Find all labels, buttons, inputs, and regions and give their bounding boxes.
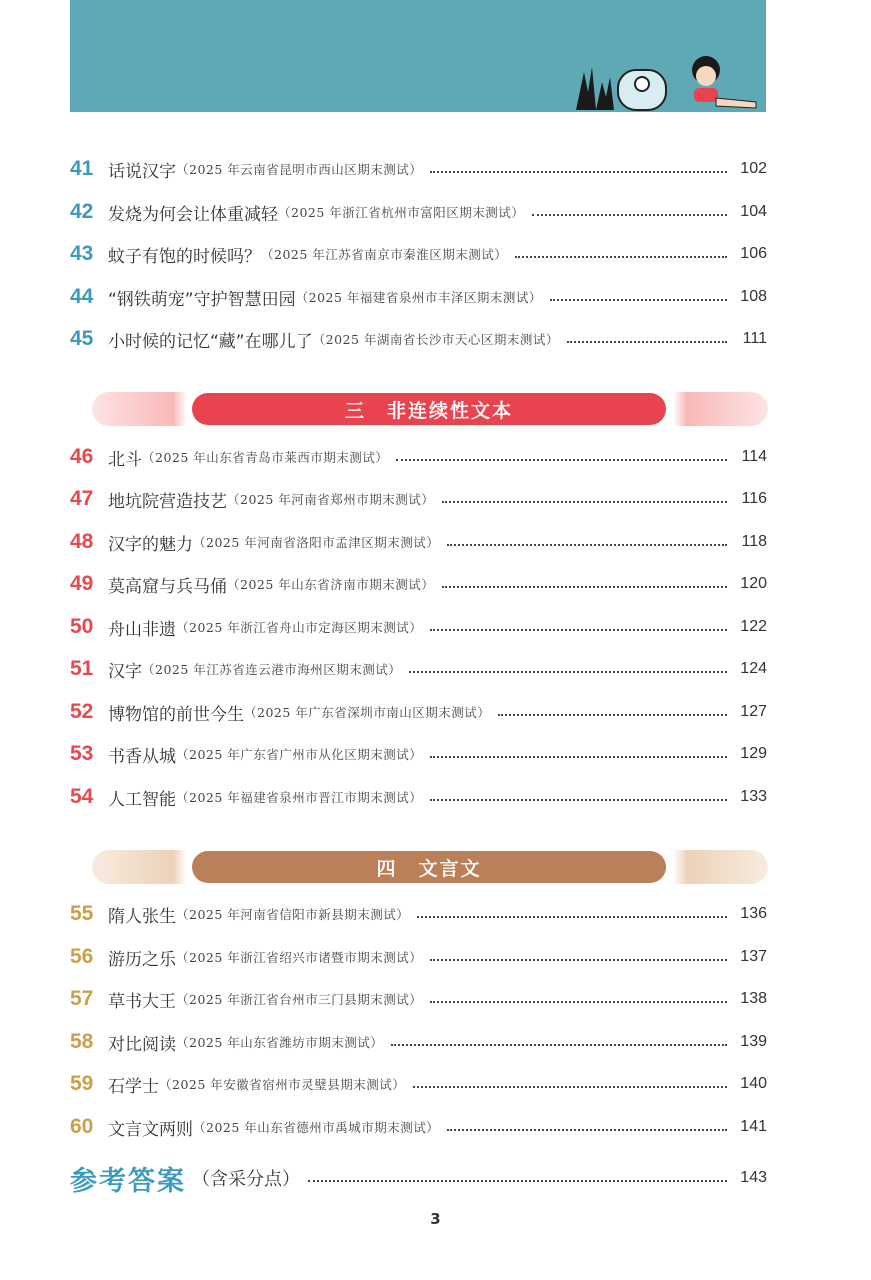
entry-source: （2025 年湖南省长沙市天心区期末测试） bbox=[312, 332, 559, 347]
answers-subtitle: （含采分点） bbox=[192, 1169, 300, 1190]
entry-page: 133 bbox=[740, 788, 767, 805]
dot-leader bbox=[391, 1044, 727, 1046]
entry-title: 草书大王 bbox=[108, 991, 176, 1012]
dot-leader bbox=[532, 214, 727, 216]
entry-page: 141 bbox=[740, 1118, 767, 1135]
entry-page: 118 bbox=[741, 533, 767, 550]
toc-entry-48[interactable] bbox=[70, 525, 767, 559]
dot-leader bbox=[498, 714, 727, 716]
entry-title: “钢铁萌宠”守护智慧田园 bbox=[108, 289, 296, 310]
toc-entry-49[interactable] bbox=[70, 567, 767, 601]
entry-source: （2025 年江苏省连云港市海州区期末测试） bbox=[142, 662, 402, 677]
dot-leader bbox=[417, 916, 727, 918]
entry-number: 60 bbox=[70, 1115, 94, 1138]
page-number: 3 bbox=[430, 1210, 441, 1228]
dot-leader bbox=[515, 256, 727, 258]
entry-number: 49 bbox=[70, 572, 94, 595]
entry-page: 129 bbox=[740, 745, 767, 762]
entry-source: （2025 年浙江省杭州市富阳区期末测试） bbox=[278, 205, 525, 220]
entry-number: 56 bbox=[70, 945, 94, 968]
entry-source: （2025 年浙江省绍兴市诸暨市期末测试） bbox=[176, 950, 423, 965]
dot-leader bbox=[430, 171, 727, 173]
entry-title: 人工智能 bbox=[108, 789, 176, 810]
entry-source: （2025 年河南省郑州市期末测试） bbox=[227, 492, 435, 507]
entry-number: 55 bbox=[70, 902, 94, 925]
entry-source: （2025 年浙江省台州市三门县期末测试） bbox=[176, 992, 423, 1007]
answers-page: 143 bbox=[740, 1169, 767, 1186]
dot-leader bbox=[447, 1129, 727, 1131]
entry-number: 52 bbox=[70, 700, 94, 723]
dot-leader bbox=[430, 756, 727, 758]
entry-page: 108 bbox=[740, 288, 767, 305]
entry-number: 46 bbox=[70, 445, 94, 468]
entry-source: （2025 年山东省潍坊市期末测试） bbox=[176, 1035, 384, 1050]
entry-number: 43 bbox=[70, 242, 94, 265]
entry-source: （2025 年云南省昆明市西山区期末测试） bbox=[176, 162, 423, 177]
entry-source: （2025 年河南省信阳市新县期末测试） bbox=[176, 907, 410, 922]
entry-page: 124 bbox=[740, 660, 767, 677]
dot-leader bbox=[396, 459, 727, 461]
toc-entry-54[interactable] bbox=[70, 780, 767, 814]
header-banner bbox=[70, 0, 766, 112]
entry-title: 莫高窟与兵马俑 bbox=[108, 576, 227, 597]
dot-leader bbox=[550, 299, 727, 301]
entry-page: 114 bbox=[741, 448, 767, 465]
toc-entry-57[interactable] bbox=[70, 982, 767, 1016]
entry-title: 发烧为何会让体重减轻 bbox=[108, 204, 278, 225]
entry-number: 42 bbox=[70, 200, 94, 223]
entry-number: 51 bbox=[70, 657, 94, 680]
entry-page: 111 bbox=[742, 330, 767, 347]
entry-page: 120 bbox=[740, 575, 767, 592]
entry-page: 127 bbox=[740, 703, 767, 720]
entry-title: 小时候的记忆“藏”在哪儿了 bbox=[108, 331, 313, 352]
dot-leader bbox=[442, 586, 727, 588]
entry-source: （2025 年浙江省舟山市定海区期末测试） bbox=[176, 620, 423, 635]
entry-title: 博物馆的前世今生 bbox=[108, 704, 244, 725]
entry-page: 138 bbox=[740, 990, 767, 1007]
entry-title: 对比阅读 bbox=[108, 1034, 176, 1055]
entry-page: 122 bbox=[740, 618, 767, 635]
toc-entry-answers[interactable] bbox=[70, 1158, 767, 1198]
entry-page: 102 bbox=[740, 160, 767, 177]
entry-number: 50 bbox=[70, 615, 94, 638]
toc-entry-46[interactable] bbox=[70, 440, 767, 474]
entry-page: 136 bbox=[740, 905, 767, 922]
toc-entry-44[interactable] bbox=[70, 280, 767, 314]
answers-title: 参考答案 bbox=[70, 1165, 186, 1197]
entry-page: 106 bbox=[740, 245, 767, 262]
section-header-3 bbox=[92, 392, 768, 426]
toc-entry-55[interactable] bbox=[70, 897, 767, 931]
entry-source: （2025 年广东省深圳市南山区期末测试） bbox=[244, 705, 491, 720]
entry-source: （2025 年河南省洛阳市孟津区期末测试） bbox=[193, 535, 440, 550]
dot-leader bbox=[447, 544, 727, 546]
entry-number: 59 bbox=[70, 1072, 94, 1095]
toc-entry-41[interactable] bbox=[70, 152, 767, 186]
entry-source: （2025 年安徽省宿州市灵璧县期末测试） bbox=[159, 1077, 406, 1092]
entry-number: 54 bbox=[70, 785, 94, 808]
toc-entry-47[interactable] bbox=[70, 482, 767, 516]
entry-source: （2025 年江苏省南京市秦淮区期末测试） bbox=[261, 247, 508, 262]
cartoon-illustration bbox=[566, 32, 766, 112]
section-title: 四 文言文 bbox=[192, 851, 666, 883]
entry-source: （2025 年福建省泉州市晋江市期末测试） bbox=[176, 790, 423, 805]
dot-leader bbox=[430, 629, 727, 631]
toc-entry-43[interactable] bbox=[70, 237, 767, 271]
dot-leader bbox=[413, 1086, 727, 1088]
toc-entry-58[interactable] bbox=[70, 1025, 767, 1059]
dot-leader bbox=[409, 671, 727, 673]
entry-number: 57 bbox=[70, 987, 94, 1010]
entry-page: 116 bbox=[741, 490, 767, 507]
toc-entry-53[interactable] bbox=[70, 737, 767, 771]
entry-source: （2025 年山东省德州市禹城市期末测试） bbox=[193, 1120, 440, 1135]
toc-entry-52[interactable] bbox=[70, 695, 767, 729]
section-header-4 bbox=[92, 850, 768, 884]
entry-title: 石学士 bbox=[108, 1076, 159, 1097]
toc-entry-56[interactable] bbox=[70, 940, 767, 974]
entry-title: 汉字 bbox=[108, 661, 142, 682]
entry-number: 44 bbox=[70, 285, 94, 308]
entry-source: （2025 年福建省泉州市丰泽区期末测试） bbox=[295, 290, 542, 305]
entry-title: 游历之乐 bbox=[108, 949, 176, 970]
toc-entry-51[interactable] bbox=[70, 652, 767, 686]
toc-entry-59[interactable] bbox=[70, 1067, 767, 1101]
dot-leader bbox=[567, 341, 727, 343]
dot-leader bbox=[430, 1001, 727, 1003]
dot-leader bbox=[430, 799, 727, 801]
entry-title: 汉字的魅力 bbox=[108, 534, 193, 555]
entry-source: （2025 年山东省青岛市莱西市期末测试） bbox=[142, 450, 389, 465]
dot-leader bbox=[442, 501, 727, 503]
section-title: 三 非连续性文本 bbox=[192, 393, 666, 425]
dot-leader bbox=[308, 1180, 727, 1182]
entry-source: （2025 年广东省广州市从化区期末测试） bbox=[176, 747, 423, 762]
entry-source: （2025 年山东省济南市期末测试） bbox=[227, 577, 435, 592]
entry-title: 蚊子有饱的时候吗？ bbox=[108, 246, 261, 267]
entry-title: 北斗 bbox=[108, 449, 142, 470]
toc-entry-45[interactable] bbox=[70, 322, 767, 356]
entry-page: 140 bbox=[740, 1075, 767, 1092]
entry-title: 隋人张生 bbox=[108, 906, 176, 927]
entry-title: 地坑院营造技艺 bbox=[108, 491, 227, 512]
entry-number: 47 bbox=[70, 487, 94, 510]
entry-number: 53 bbox=[70, 742, 94, 765]
toc-entry-50[interactable] bbox=[70, 610, 767, 644]
entry-number: 58 bbox=[70, 1030, 94, 1053]
toc-entry-42[interactable] bbox=[70, 195, 767, 229]
entry-number: 45 bbox=[70, 327, 94, 350]
entry-title: 话说汉字 bbox=[108, 161, 176, 182]
entry-title: 舟山非遗 bbox=[108, 619, 176, 640]
entry-title: 书香从城 bbox=[108, 746, 176, 767]
dot-leader bbox=[430, 959, 727, 961]
entry-page: 137 bbox=[740, 948, 767, 965]
entry-number: 48 bbox=[70, 530, 94, 553]
entry-page: 139 bbox=[740, 1033, 767, 1050]
entry-title: 文言文两则 bbox=[108, 1119, 193, 1140]
entry-page: 104 bbox=[740, 203, 767, 220]
entry-number: 41 bbox=[70, 157, 94, 180]
toc-entry-60[interactable] bbox=[70, 1110, 767, 1144]
